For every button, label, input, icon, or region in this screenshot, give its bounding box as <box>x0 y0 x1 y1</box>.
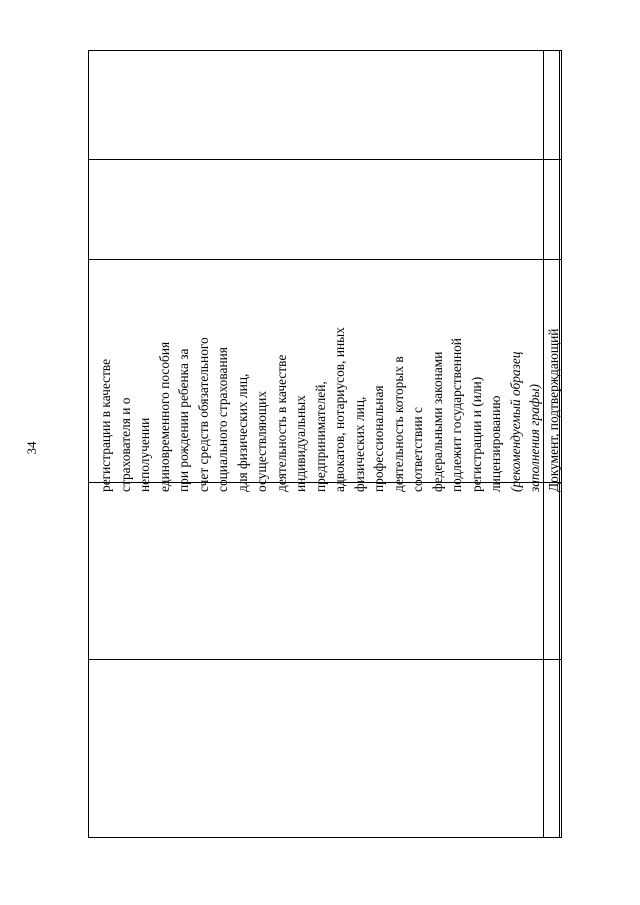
cell-text-line: неполучении <box>137 417 152 492</box>
cell-text-line: для физических лиц, <box>234 373 250 492</box>
cell-text-line: физических лиц, <box>351 396 367 492</box>
cell-text-line: деятельность которых в <box>390 356 406 492</box>
row-divider <box>89 159 561 160</box>
cell-text-line: федеральными законами <box>429 351 445 492</box>
cell-text-line: предпринимателей, <box>312 381 328 492</box>
cell-text-line: лицензированию <box>488 395 503 492</box>
cell-italic-line: (рекомендуемый образец <box>507 351 523 492</box>
cell-text-line: деятельность в качестве <box>273 354 289 492</box>
cell-text-line: социального страхования <box>215 347 230 492</box>
cell-text-line: регистрации и (или) <box>468 376 484 492</box>
cell-text-line: страхователя и о <box>117 397 133 492</box>
cell-italic-line: заполнения графы) <box>527 384 542 492</box>
cell-text-line: соответствии с <box>410 407 425 492</box>
page-number: 34 <box>24 441 39 455</box>
cell-text-line: регистрации в качестве <box>98 358 113 492</box>
cell-text-line: единовременного пособия <box>156 341 172 492</box>
cell-text-line: подлежит государственной <box>449 338 464 492</box>
cell-text-line: индивидуальных <box>293 395 308 492</box>
cell-text-line: при рождении ребенка за <box>176 348 191 492</box>
cell-text-line: счет средств обязательного <box>195 337 211 492</box>
cell-text-line: осуществляющих <box>254 390 269 492</box>
cell-text-block <box>96 262 545 492</box>
cell-text-line: адвокатов, нотариусов, иных <box>332 327 347 492</box>
next-row-text: Документ, подтверждающий <box>546 328 561 492</box>
cell-text-line: профессиональная <box>371 385 386 492</box>
row-divider <box>89 659 561 660</box>
rotated-table-cell <box>88 258 562 492</box>
